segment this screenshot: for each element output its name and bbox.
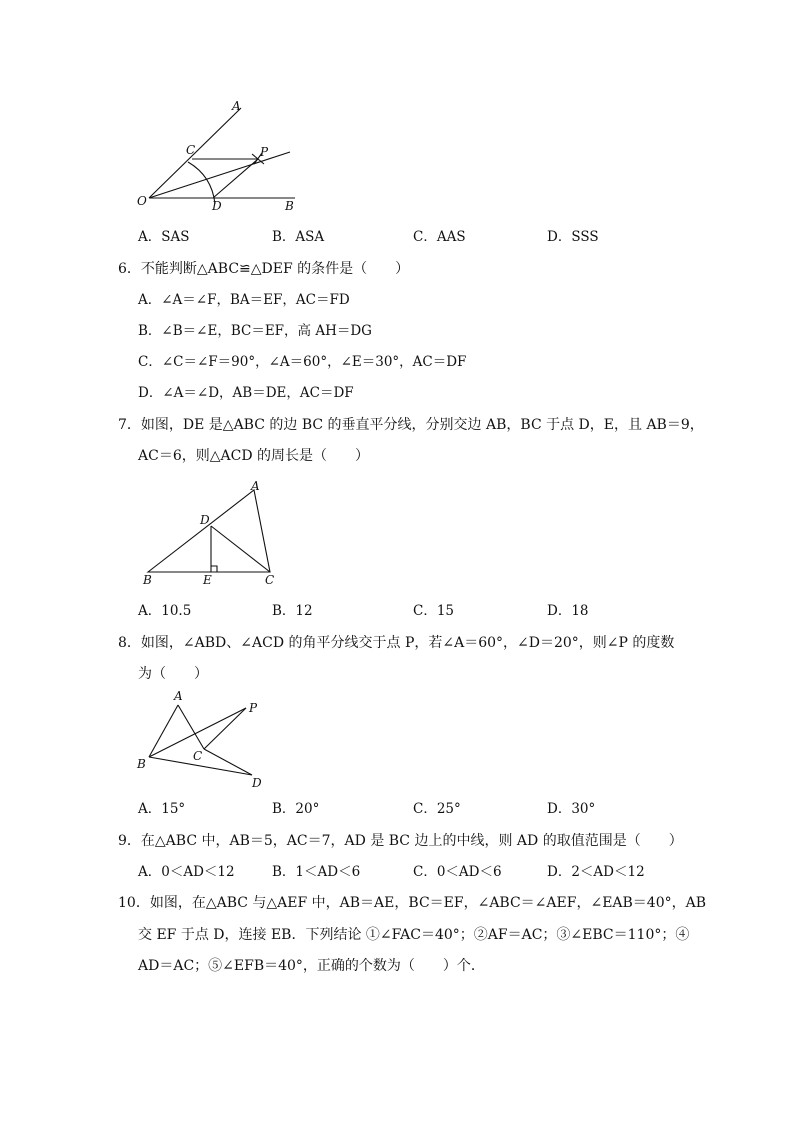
segment-dc: [211, 526, 270, 572]
q8-option-d: D．30°: [547, 801, 596, 817]
label-c: C: [265, 573, 275, 587]
q6-option-a: A．∠A＝∠F，BA＝EF，AC＝FD: [138, 292, 350, 308]
figure-q7-triangle: [136, 476, 286, 588]
label-p: P: [260, 145, 269, 159]
right-angle-mark: [211, 566, 217, 572]
q7-stem-line2: AC＝6，则△ACD 的周长是（ ）: [138, 448, 369, 464]
q9-option-a: A．0＜AD＜12: [138, 864, 235, 880]
label-a: A: [232, 99, 241, 113]
label-c: C: [186, 143, 196, 157]
q8-stem-line2: 为（ ）: [138, 666, 208, 682]
q7-option-d: D．18: [547, 603, 589, 619]
q6-option-d: D．∠A＝∠D，AB＝DE，AC＝DF: [138, 385, 354, 401]
label-d: D: [252, 776, 262, 790]
q10-stem-line2: 交 EF 于点 D，连接 EB．下列结论 ①∠FAC＝40°；②AF＝AC；③∠EBC＝110°；④: [138, 927, 690, 943]
q10-stem-line3: AD＝AC；⑤∠EFB＝40°，正确的个数为（ ）个．: [138, 958, 485, 974]
q5-option-d: D．SSS: [547, 229, 599, 245]
label-a: A: [174, 689, 183, 703]
q5-option-c: C．AAS: [413, 229, 466, 245]
label-p: P: [249, 701, 258, 715]
q8-stem-line1: 8．如图，∠ABD、∠ACD 的角平分线交于点 P，若∠A＝60°，∠D＝20°，则∠P 的度数: [118, 635, 675, 651]
q7-option-b: B．12: [272, 603, 313, 619]
label-d: D: [200, 513, 210, 527]
label-o: O: [137, 194, 147, 208]
q8-option-a: A．15°: [138, 801, 186, 817]
label-a: A: [251, 479, 260, 493]
figure-q5-angle-bisector: [130, 96, 310, 214]
segment-pc: [204, 708, 246, 749]
q7-option-c: C．15: [413, 603, 455, 619]
figure-q8-quadrilateral: [134, 686, 274, 792]
label-b: B: [285, 199, 294, 213]
q7-stem-line1: 7．如图，DE 是△ABC 的边 BC 的垂直平分线，分别交边 AB，BC 于点 D，E，且 AB＝9，: [118, 417, 704, 433]
triangle-abc: [148, 490, 270, 572]
label-d: D: [212, 199, 222, 213]
q9-option-b: B．1＜AD＜6: [272, 864, 361, 880]
q9-stem: 9．在△ABC 中，AB＝5，AC＝7，AD 是 BC 边上的中线，则 AD 的取值范围是（ ）: [118, 833, 683, 849]
label-c: C: [193, 749, 203, 763]
segment-ac: [178, 705, 204, 749]
q8-option-c: C．25°: [413, 801, 461, 817]
q9-option-c: C．0＜AD＜6: [413, 864, 502, 880]
q6-stem: 6．不能判断△ABC≌△DEF 的条件是（ ）: [118, 261, 410, 277]
q5-option-b: B．ASA: [272, 229, 325, 245]
segment-dp: [213, 159, 258, 198]
q6-option-c: C．∠C＝∠F＝90°，∠A＝60°，∠E＝30°，AC＝DF: [138, 354, 467, 370]
q6-option-b: B．∠B＝∠E，BC＝EF，高 AH＝DG: [138, 323, 372, 339]
q9-option-d: D．2＜AD＜12: [547, 864, 645, 880]
q7-option-a: A．10.5: [138, 603, 192, 619]
label-b: B: [137, 757, 146, 771]
q8-option-b: B．20°: [272, 801, 320, 817]
label-e: E: [203, 573, 212, 587]
q10-stem-line1: 10．如图，在△ABC 与△AEF 中，AB＝AE，BC＝EF，∠ABC＝∠AEF，∠EAB＝40°，AB: [118, 895, 707, 911]
label-b: B: [143, 573, 152, 587]
q5-option-a: A．SAS: [138, 229, 190, 245]
